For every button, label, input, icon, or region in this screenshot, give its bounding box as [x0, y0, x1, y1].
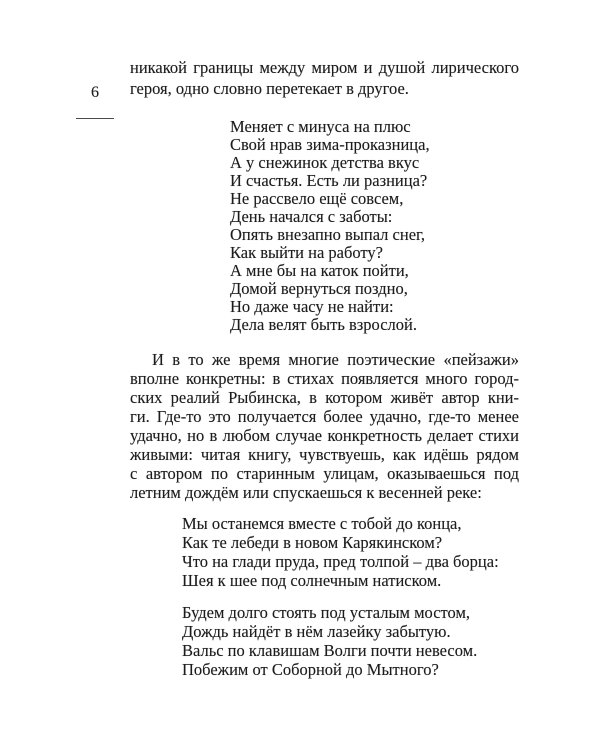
page-number: 6: [91, 84, 99, 101]
page-number-rule: [76, 118, 114, 119]
prose-paragraph: [130, 350, 519, 502]
page-number-block: [74, 84, 116, 119]
poem-line: Свой нрав зима-проказница,: [230, 135, 430, 154]
prose-line: с автором по старинным улицам, оказываешься под: [130, 464, 519, 483]
intro-line: никакой границы между миром и душой лирического: [130, 58, 519, 77]
poem-second: [182, 514, 499, 679]
poem-first: [230, 118, 430, 334]
poem-line: И счастья. Есть ли разница?: [230, 171, 428, 190]
poem-line: Меняет с минуса на плюс: [230, 117, 411, 136]
poem-line: Опять внезапно выпал снег,: [230, 225, 426, 244]
poem-line: Дела велят быть взрослой.: [230, 315, 417, 334]
prose-line: удачно, но в любом случае конкретность делает стихи: [130, 426, 519, 445]
poem-line: А у снежинок детства вкус: [230, 153, 420, 172]
poem-line: Шея к шее под солнечным натиском.: [182, 571, 442, 590]
prose-line: живыми: читая книгу, чувствуешь, как идёшь рядом: [130, 445, 519, 464]
poem-line: Но даже часу не найти:: [230, 297, 394, 316]
poem-second-stanza-2: [182, 603, 499, 679]
poem-line: Что на глади пруда, пред толпой – два борца:: [182, 552, 499, 571]
prose-line: ги. Где-то это получается более удачно, где-то менее: [130, 407, 519, 426]
poem-line: Домой вернуться поздно,: [230, 279, 408, 298]
poem-line: Побежим от Соборной до Мытного?: [182, 660, 439, 679]
poem-line: А мне бы на каток пойти,: [230, 261, 409, 280]
poem-line: Будем долго стоять под усталым мостом,: [182, 603, 471, 622]
poem-line: Как те лебеди в новом Карякинском?: [182, 533, 443, 552]
intro-line: героя, одно словно перетекает в другое.: [130, 79, 409, 98]
prose-line: вполне конкретны: в стихах появляется много город-: [130, 369, 519, 388]
poem-line: День начался с заботы:: [230, 207, 393, 226]
poem-line: Не рассвело ещё совсем,: [230, 189, 404, 208]
poem-second-stanza-1: [182, 514, 499, 590]
prose-line: летним дождём или спускаешься к весенней реке:: [130, 483, 482, 502]
poem-line: Вальс по клавишам Волги почти невесом.: [182, 641, 478, 660]
intro-paragraph: [130, 57, 519, 99]
poem-line: Дождь найдёт в нём лазейку забытую.: [182, 622, 451, 641]
poem-line: Как выйти на работу?: [230, 243, 383, 262]
poem-line: Мы останемся вместе с тобой до конца,: [182, 514, 462, 533]
prose-line: И в то же время многие поэтические «пейзажи»: [152, 350, 519, 369]
prose-line: ских реалий Рыбинска, в котором живёт автор кни-: [130, 388, 519, 407]
